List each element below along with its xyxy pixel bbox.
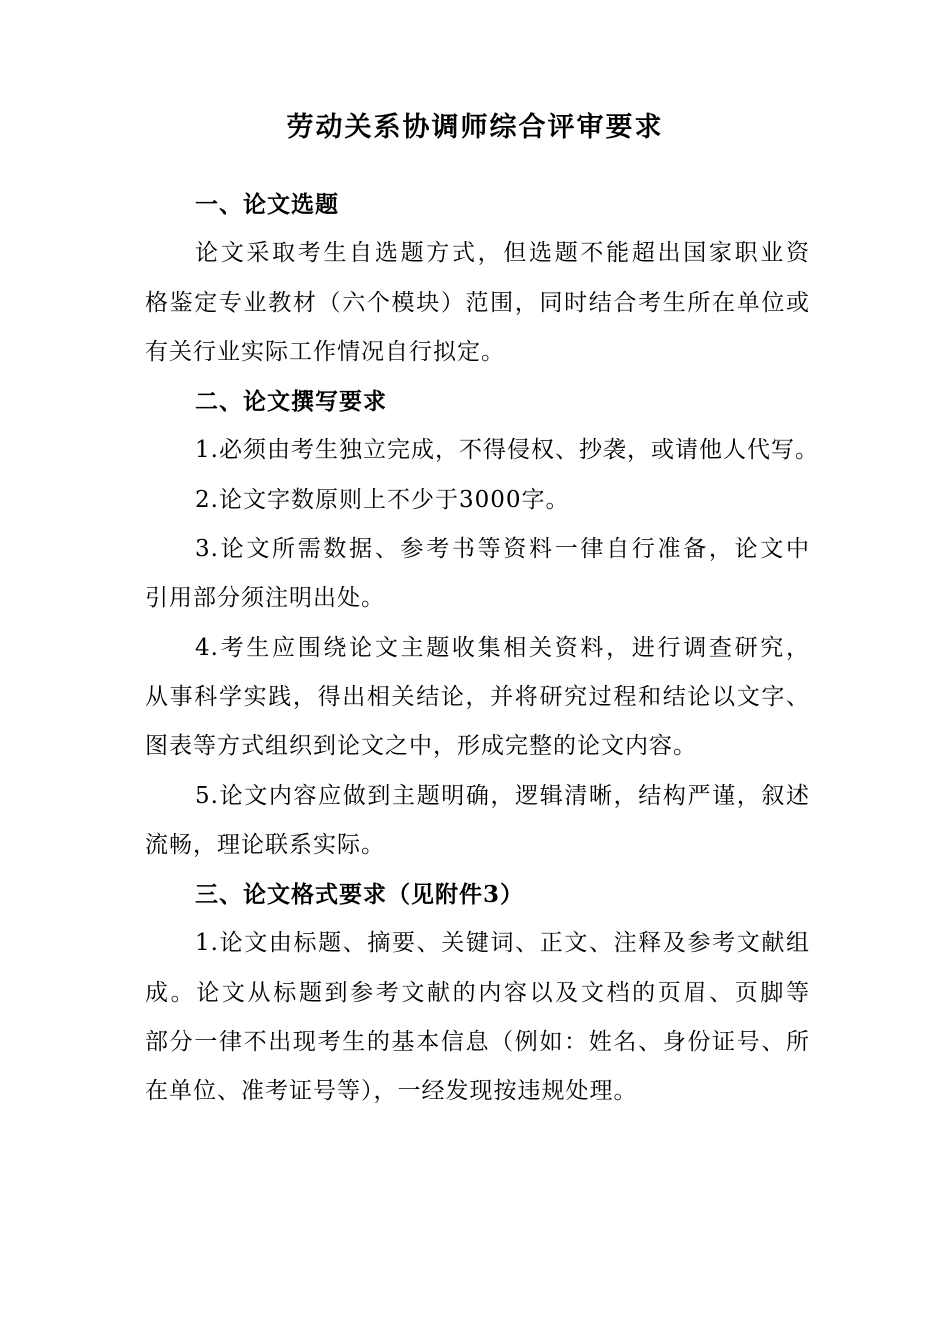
document-title: 劳动关系协调师综合评审要求 — [286, 112, 664, 143]
paragraph-line: 成。论文从标题到参考文献的内容以及文档的页眉、页脚等 — [145, 979, 810, 1006]
list-item: 5.论文内容应做到主题明确，逻辑清晰，结构严谨，叙述 — [195, 782, 810, 809]
paragraph-line: 流畅，理论联系实际。 — [145, 831, 385, 858]
document-body — [145, 180, 819, 1117]
section-heading-format: 三、论文格式要求（见附件3） — [195, 881, 525, 909]
section-heading-topic: 一、论文选题 — [195, 191, 339, 218]
section-heading-writing: 二、论文撰写要求 — [195, 388, 387, 416]
paragraph-line: 格鉴定专业教材（六个模块）范围，同时结合考生所在单位或 — [145, 289, 810, 316]
paragraph-line: 论文采取考生自选题方式，但选题不能超出国家职业资 — [195, 240, 810, 267]
paragraph-line: 引用部分须注明出处。 — [145, 585, 385, 612]
list-item: 3.论文所需数据、参考书等资料一律自行准备，论文中 — [195, 536, 810, 563]
list-item: 1.必须由考生独立完成，不得侵权、抄袭，或请他人代写。 — [195, 437, 819, 464]
list-item: 1.论文由标题、摘要、关键词、正文、注释及参考文献组 — [195, 930, 810, 957]
list-item: 2.论文字数原则上不少于3000字。 — [195, 486, 570, 513]
paragraph-line: 有关行业实际工作情况自行拟定。 — [145, 338, 505, 365]
paragraph-line: 在单位、准考证号等），一经发现按违规处理。 — [145, 1078, 638, 1105]
paragraph-line: 图表等方式组织到论文之中，形成完整的论文内容。 — [145, 733, 697, 760]
list-item: 4.考生应围绕论文主题收集相关资料，进行调查研究， — [195, 634, 810, 661]
paragraph-line: 从事科学实践，得出相关结论，并将研究过程和结论以文字、 — [145, 683, 810, 710]
paragraph-line: 部分一律不出现考生的基本信息（例如：姓名、身份证号、所 — [145, 1029, 810, 1056]
